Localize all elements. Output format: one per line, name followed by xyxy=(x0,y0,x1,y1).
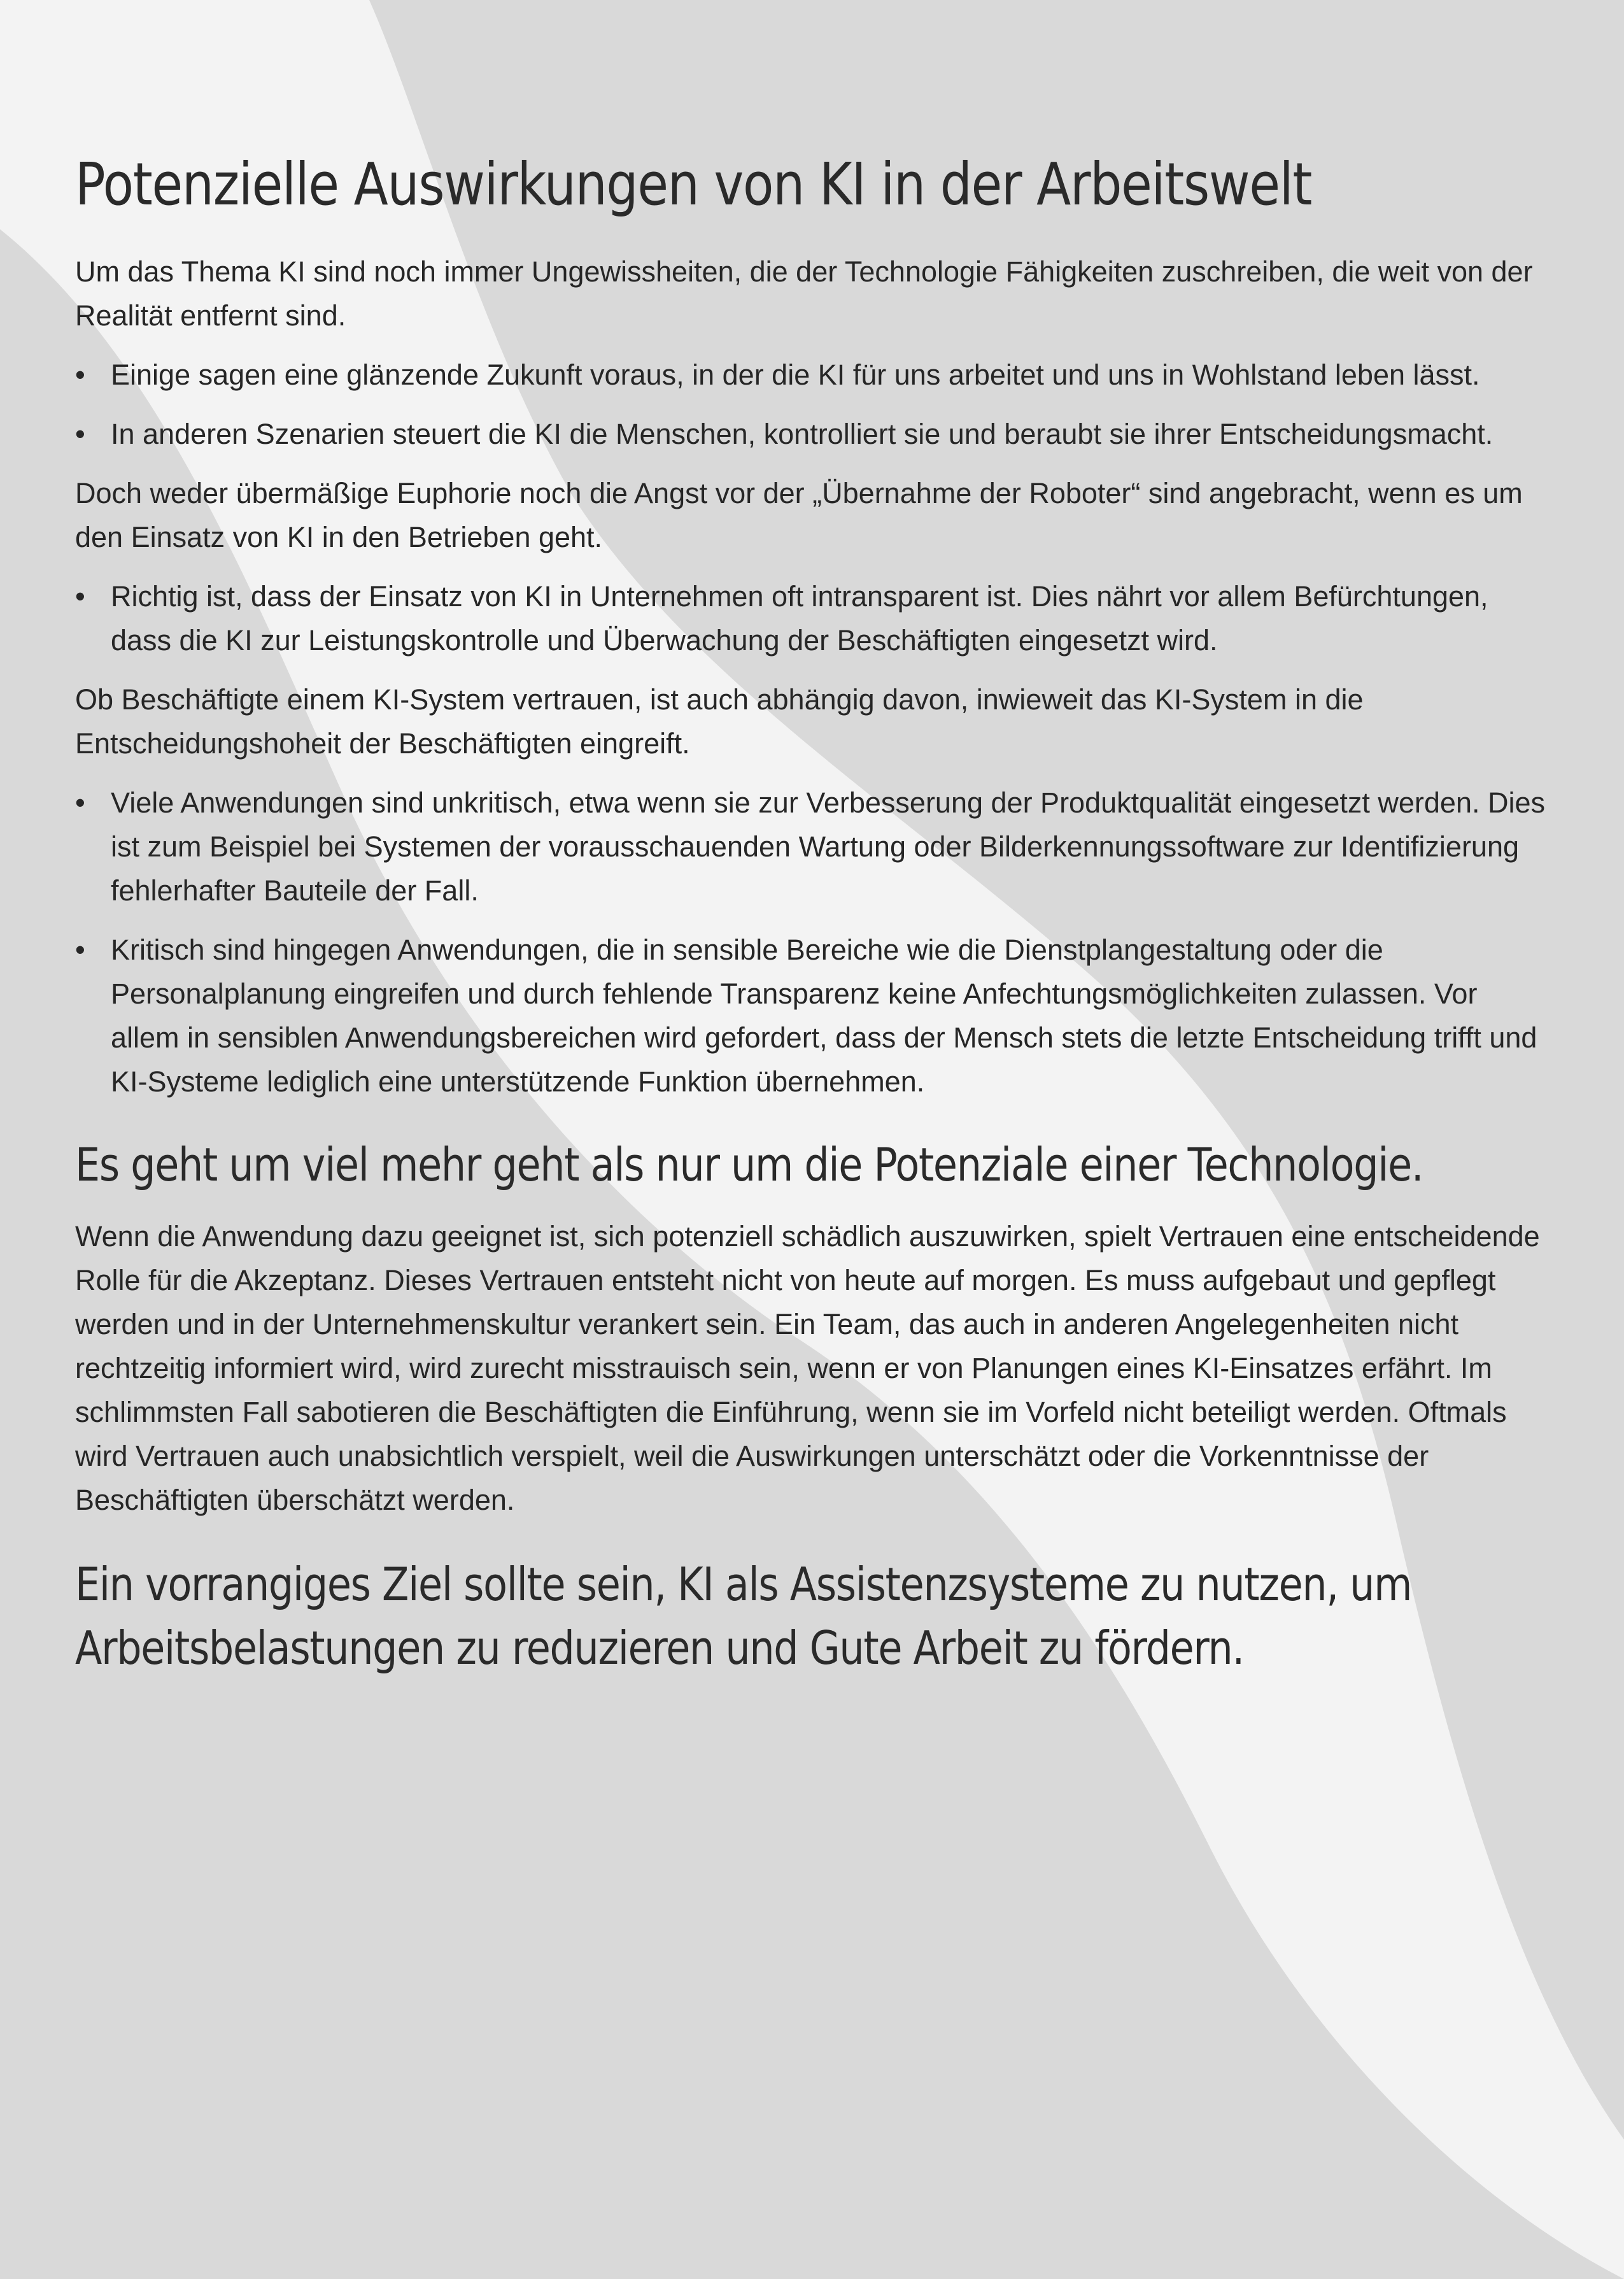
bullet-list-scenarios xyxy=(75,353,1552,456)
trust-paragraph: Ob Beschäftigte einem KI-System vertrauen, ist auch abhängig davon, inwieweit das KI-System in die Entscheidungshoheit der Beschäftigten eingreift. xyxy=(75,683,1364,760)
list-item xyxy=(75,574,1552,662)
page-title: Potenzielle Auswirkungen von KI in der Arbeitswelt xyxy=(75,150,1312,218)
list-item-text: Richtig ist, dass der Einsatz von KI in Unternehmen oft intransparent ist. Dies nährt vor allem Befürchtungen, dass die KI zur Leistungskontrolle und Überwachung der Beschäftigten eingesetzt wird. xyxy=(111,580,1488,657)
bullet-icon: • xyxy=(75,359,85,391)
list-item-text: Kritisch sind hingegen Anwendungen, die in sensible Bereiche wie die Dienstplangestaltung oder die Personalplanung eingreifen und durch fehlende Transparenz keine Anfechtungsmöglichkeiten zulassen. Vor allem in sensiblen Anwendungsbereichen wird gefordert, dass der Mensch stets die letzte Entscheidung trifft und KI-Systeme lediglich eine unterstützende Funktion übernehmen. xyxy=(111,934,1537,1098)
document-body xyxy=(75,146,1552,1680)
goal-statement: Ein vorrangiges Ziel sollte sein, KI als Assistenzsysteme zu nutzen, um Arbeitsbelastungen zu reduzieren und Gute Arbeit zu fördern. xyxy=(75,1558,1412,1675)
list-item xyxy=(75,928,1552,1104)
bullet-icon: • xyxy=(75,418,85,450)
list-item xyxy=(75,781,1552,912)
bullet-list-transparency xyxy=(75,574,1552,662)
list-item xyxy=(75,353,1552,397)
bullet-icon: • xyxy=(75,934,85,966)
list-item xyxy=(75,412,1552,456)
bullet-icon: • xyxy=(75,786,85,819)
intro-paragraph: Um das Thema KI sind noch immer Ungewissheiten, die der Technologie Fähigkeiten zuschreiben, die weit von der Realität entfernt sind. xyxy=(75,255,1533,332)
bullet-list-applications xyxy=(75,781,1552,1104)
list-item-text: Einige sagen eine glänzende Zukunft voraus, in der die KI für uns arbeitet und uns in Wohlstand leben lässt. xyxy=(111,359,1480,391)
section-subheading: Es geht um viel mehr geht als nur um die Potenziale einer Technologie. xyxy=(75,1138,1423,1191)
euphoria-paragraph: Doch weder übermäßige Euphorie noch die Angst vor der „Übernahme der Roboter“ sind angebracht, wenn es um den Einsatz von KI in den Betrieben geht. xyxy=(75,477,1523,553)
acceptance-paragraph: Wenn die Anwendung dazu geeignet ist, sich potenziell schädlich auszuwirken, spielt Vertrauen eine entscheidende Rolle für die Akzeptanz. Dieses Vertrauen entsteht nicht von heute auf morgen. Es muss aufgebaut und gepflegt werden und in der Unternehmenskultur verankert sein. Ein Team, das auch in anderen Angelegenheiten nicht rechtzeitig informiert wird, wird zurecht misstrauisch sein, wenn er von Planungen eines KI-Einsatzes erfährt. Im schlimmsten Fall sabotieren die Beschäftigten die Einführung, wenn sie im Vorfeld nicht beteiligt werden. Oftmals wird Vertrauen auch unabsichtlich verspielt, weil die Auswirkungen unterschätzt oder die Vorkenntnisse der Beschäftigten überschätzt werden. xyxy=(75,1220,1540,1516)
list-item-text: Viele Anwendungen sind unkritisch, etwa wenn sie zur Verbesserung der Produktqualität eingesetzt werden. Dies ist zum Beispiel bei Systemen der vorausschauenden Wartung oder Bilderkennungssoftware zur Identifizierung fehlerhafter Bauteile der Fall. xyxy=(111,786,1546,907)
list-item-text: In anderen Szenarien steuert die KI die Menschen, kontrolliert sie und beraubt sie ihrer Entscheidungsmacht. xyxy=(111,418,1493,450)
bullet-icon: • xyxy=(75,580,85,613)
